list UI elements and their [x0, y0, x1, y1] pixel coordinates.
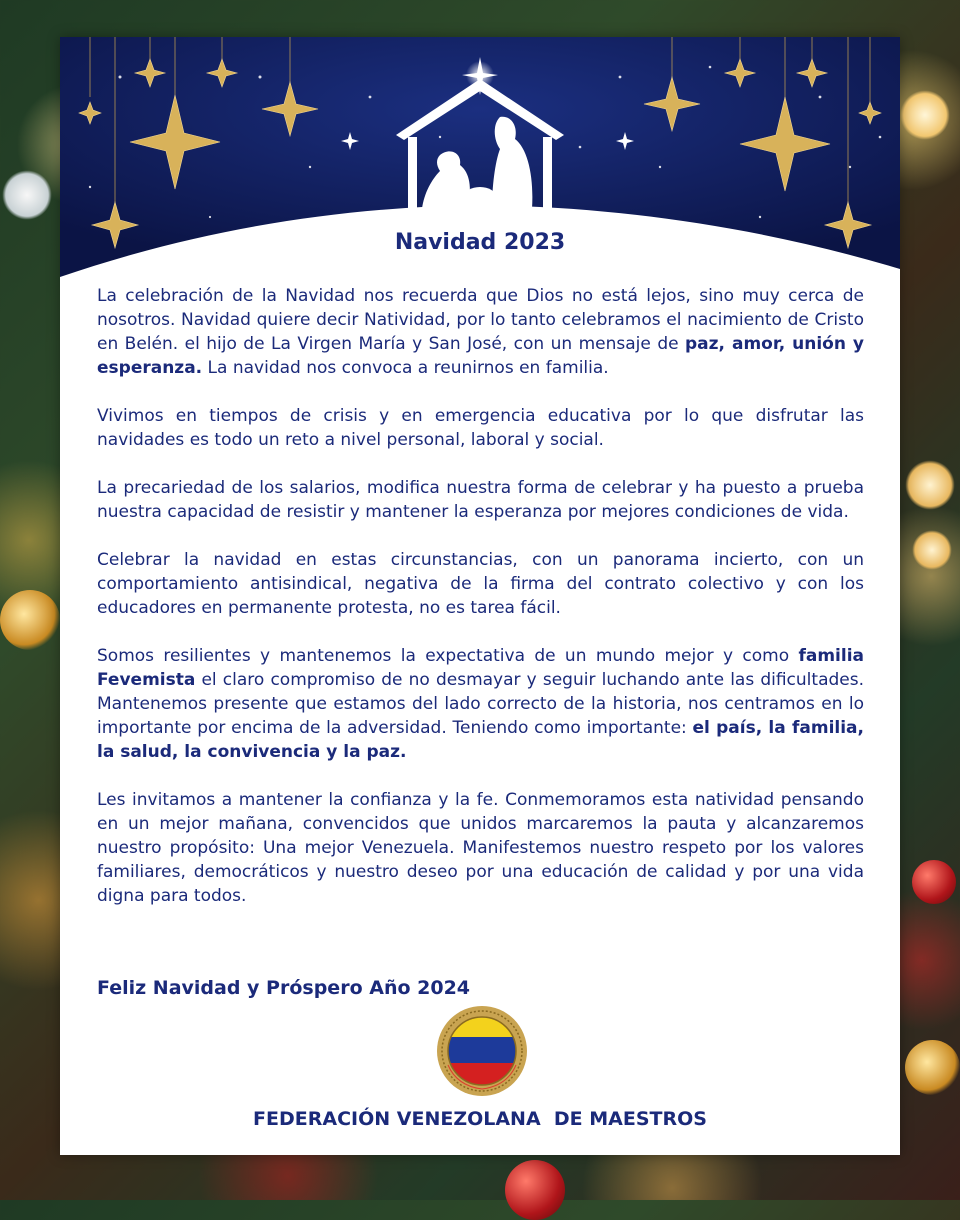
organization-name: FEDERACIÓN VENEZOLANA DE MAESTROS: [253, 1108, 707, 1130]
greeting-line: Feliz Navidad y Próspero Año 2024: [97, 977, 471, 999]
paragraph-text: La navidad nos convoca a reunirnos en familia.: [202, 358, 609, 378]
paragraph-text: Les invitamos a mantener la confianza y la fe. Conmemoramos esta natividad pensando en un mejor mañana, convencidos que unidos marcaremos la pauta y alcanzaremos nuestro propósito: Una mejor Venezuela. Manifestemos nuestro respeto por los valores familiares, democráticos y nuestro deseo por una educación de calidad y por una vida digna para todos.: [97, 790, 864, 906]
ornament-red: [912, 860, 956, 904]
letter-paragraph: [97, 476, 864, 524]
letter-paragraph: [97, 788, 864, 908]
paragraph-text: La precariedad de los salarios, modifica nuestra forma de celebrar y ha puesto a prueba nuestra capacidad de resistir y mantener la esperanza por mejores condiciones de vida.: [97, 478, 864, 522]
fvm-logo: [436, 1005, 528, 1097]
paragraph-text: Vivimos en tiempos de crisis y en emergencia educativa por lo que disfrutar las navidades es todo un reto a nivel personal, laboral y social.: [97, 406, 864, 450]
emphasis-text: paz, amor, unión y esperanza.: [97, 334, 864, 378]
bokeh-light: [900, 90, 950, 140]
letter-paragraph: [97, 404, 864, 452]
bokeh-light: [905, 460, 955, 510]
emphasis-text: el país, la familia, la salud, la convivencia y la paz.: [97, 718, 864, 762]
paragraph-text: La celebración de la Navidad nos recuerda que Dios no está lejos, sino muy cerca de nosotros. Navidad quiere decir Natividad, por lo tanto celebramos el nacimiento de Cristo en Belén. el hijo de La Virgen María y San José, con un mensaje de: [97, 286, 864, 354]
ornament-red: [505, 1160, 565, 1220]
ornament-gold: [905, 1040, 960, 1095]
christmas-card: [60, 37, 900, 1155]
letter-body: [97, 284, 864, 932]
letter-paragraph: [97, 548, 864, 620]
ornament-gold: [0, 590, 60, 650]
bokeh-light: [912, 530, 952, 570]
paragraph-text: Somos resilientes y mantenemos la expectativa de un mundo mejor y como: [97, 646, 799, 666]
paragraph-text: Celebrar la navidad en estas circunstancias, con un panorama incierto, con un comportamiento antisindical, negativa de la firma del contrato colectivo y con los educadores en permanente protesta, no es tarea fácil.: [97, 550, 864, 618]
letter-paragraph: [97, 644, 864, 764]
page-title: Navidad 2023: [394, 230, 566, 255]
nativity-banner: [60, 37, 900, 297]
letter-paragraph: [97, 284, 864, 380]
paragraph-text: el claro compromiso de no desmayar y seguir luchando ante las dificultades. Mantenemos presente que estamos del lado correcto de la historia, nos centramos en lo importante por encima de la adversidad. Teniendo como importante:: [97, 670, 864, 738]
bokeh-light: [2, 170, 52, 220]
emphasis-text: familia Fevemista: [97, 646, 864, 690]
